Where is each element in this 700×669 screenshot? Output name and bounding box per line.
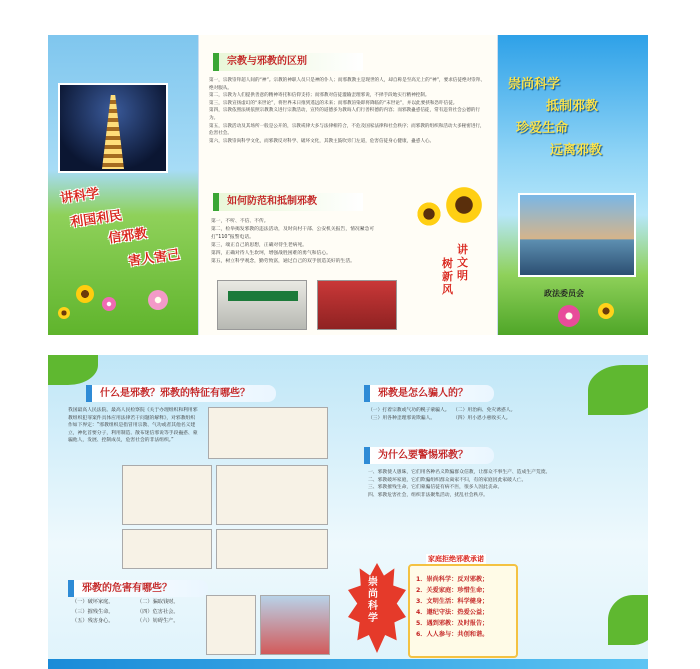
list-item: 第四，正确对待人生坎坷，增强战胜困难的勇气和信心。 bbox=[211, 251, 331, 256]
list-item: （一）打着宗教或气功的幌子蒙骗人。 bbox=[368, 408, 450, 413]
list-item: 二、邪教破坏家庭，它们欺骗组织群众离家不归，有的家庭因此家破人亡。 bbox=[368, 477, 527, 483]
list-item: （一）破坏家庭。 bbox=[72, 599, 114, 605]
list-item: （六）妨碍生产。 bbox=[137, 618, 179, 624]
list-item: 三、邪教摧残生命，它们蒙骗信徒有病不医，很多人因此丧命。 bbox=[368, 485, 503, 491]
section-title-why-beware: 为什么要警惕邪教？ bbox=[364, 447, 494, 464]
pledge-item: 6．人人参与：共创和谐。 bbox=[416, 631, 489, 638]
paragraph: 第二，宗教为人们提供善意的精神寄托和信仰支持；而邪教对信徒灌输歪理邪说，不择手段地实行精神控制。 bbox=[209, 93, 430, 99]
prevention-list bbox=[211, 218, 391, 266]
right-panel bbox=[498, 35, 648, 335]
leaf-icon bbox=[608, 595, 648, 645]
religion-vs-cult-text bbox=[209, 77, 489, 145]
section-title-religion-vs-cult: 宗教与邪教的区别 bbox=[213, 53, 363, 71]
rescue-photo bbox=[260, 595, 330, 655]
vertical-slogan-new-style: 树新风 bbox=[442, 257, 453, 296]
pink-flower-icon bbox=[148, 290, 168, 310]
footer-stripe bbox=[48, 659, 648, 669]
harms-list bbox=[72, 598, 202, 627]
pledge-item: 5．遇到邪教：及时报告； bbox=[416, 620, 489, 627]
list-item: 第三，端正自己的思想，正确对待生老病死。 bbox=[211, 243, 307, 248]
sunflower-icon bbox=[76, 285, 94, 303]
list-item: 第五，树立科学观念，勤劳致富，通过自己的双手创造美好的生活。 bbox=[211, 259, 355, 264]
slogan-1: 讲科学 bbox=[59, 186, 101, 207]
list-item: 一、邪教使人愚昧，它们用各种名义欺骗群众信教，让群众不事生产、造成生产荒废。 bbox=[368, 470, 551, 475]
list-item: （五）残害身心。 bbox=[72, 618, 114, 624]
storefront-photo bbox=[317, 280, 397, 330]
leaf-icon bbox=[588, 365, 648, 415]
list-item: 四、邪教危害社会，组织非法聚集活动，扰乱社会秩序。 bbox=[368, 492, 488, 498]
pledge-item: 3．文明生活：科学健身； bbox=[416, 598, 489, 605]
cover-title-3: 珍爱生命 bbox=[516, 121, 569, 136]
paragraph: 第一，宗教崇拜超人间的“神”。宗教的神职人员只是神的仆人；而邪教教主是现世的人，却自称是至高无上的“神”，要求信徒绝对崇拜、绝对服从。 bbox=[209, 78, 485, 91]
list-item: （二）用治病、免灾诱惑人。 bbox=[453, 408, 516, 413]
sunflower-icon bbox=[58, 307, 70, 319]
family-pledge-box bbox=[408, 564, 518, 658]
cartoon-illustration bbox=[122, 465, 212, 525]
cartoon-illustration bbox=[206, 595, 256, 655]
pledge-title: 家庭拒绝邪教承诺 bbox=[428, 555, 484, 563]
sunflower-icon bbox=[416, 201, 442, 227]
list-item: （四）危害社会。 bbox=[137, 608, 179, 615]
cartoon-illustration bbox=[216, 529, 328, 569]
pagoda-night-photo bbox=[58, 83, 168, 173]
pink-flower-icon bbox=[102, 297, 116, 311]
list-item: （二）骗取钱财。 bbox=[137, 599, 179, 605]
city-fountain-photo bbox=[518, 193, 636, 277]
slogan-3: 信邪教 bbox=[107, 226, 149, 247]
back-sheet bbox=[48, 355, 648, 669]
list-item: 第一，不听、不信、不传。 bbox=[211, 219, 269, 224]
paragraph: 第五，宗教活动及其场所一般是公开的，宗教戒律大多与法律相符合，不危及国家法律和社会秩序；而邪教的组织和活动大多秘密进行，危害社会。 bbox=[209, 123, 485, 137]
paragraph: 第四，宗教依照法规依照宗教教义进行宗教活动，宣传的道德多为教诲人们行善积德的内容；而邪教蛊惑信徒，常有违背社会公德的行为。 bbox=[209, 108, 481, 121]
list-item: （四）用小恩小惠收买人。 bbox=[453, 415, 511, 421]
star-slogan: 崇尚科学 bbox=[368, 577, 378, 624]
sunflower-icon bbox=[444, 185, 484, 225]
deception-list bbox=[368, 407, 538, 422]
section-title-harms: 邪教的危害有哪些？ bbox=[68, 580, 208, 597]
cartoon-illustration bbox=[122, 529, 212, 569]
list-item: （三）摧残生命。 bbox=[72, 608, 114, 615]
issuer-label: 政法委员会 bbox=[544, 289, 584, 298]
section-title-prevention: 如何防范和抵制邪教 bbox=[213, 193, 363, 211]
cult-definition-text: 我国最高人民法院、最高人民检察院《关于办理组织和利用邪教组织犯罪案件具体应用法律若干问题的解释》，对邪教组织作如下界定：“邪教组织是指冒用宗教、气功或者其他名义建立，神化首要分子，利用制造、散布迷信邪说等手段蛊惑、蒙骗他人，发展、控制成员，危害社会的非法组织。” bbox=[68, 408, 198, 444]
middle-panel bbox=[198, 35, 498, 335]
bank-building-photo bbox=[217, 280, 307, 330]
leaf-icon bbox=[48, 355, 98, 385]
pledge-item: 4．遵纪守法：热爱公益； bbox=[416, 609, 489, 616]
pledge-item: 1．崇尚科学：反对邪教； bbox=[416, 576, 489, 583]
sunflower-icon bbox=[598, 303, 614, 319]
why-beware-list bbox=[368, 469, 568, 499]
vertical-slogan-civilization: 讲文明 bbox=[457, 243, 468, 282]
list-item: （三）用各种歪理邪说欺骗人。 bbox=[368, 415, 436, 421]
left-panel bbox=[48, 35, 198, 335]
cartoon-illustration bbox=[216, 465, 328, 525]
cover-title-1: 崇尚科学 bbox=[508, 77, 561, 92]
slogan-2: 利国利民 bbox=[69, 208, 124, 231]
slogan-4: 害人害己 bbox=[127, 247, 182, 270]
cover-title-4: 远离邪教 bbox=[550, 143, 603, 158]
cover-title-2: 抵制邪教 bbox=[546, 99, 599, 114]
paragraph: 第六，宗教崇尚科学文化，而邪教反对科学、破坏文化，其教主鼓吹旁门左道，危害信徒身心健康，蛊惑人心。 bbox=[209, 138, 435, 144]
front-sheet bbox=[48, 35, 648, 335]
pledge-item: 2．关爱家庭：珍惜生命； bbox=[416, 587, 489, 594]
cartoon-illustration bbox=[208, 407, 328, 459]
list-item: 第二，检举揭发邪教的违法活动，及时向村干部、公安机关报告，情况紧急可打“110”报警电话。 bbox=[211, 227, 375, 240]
pink-flower-icon bbox=[558, 305, 580, 327]
section-title-deception: 邪教是怎么骗人的？ bbox=[364, 385, 494, 402]
section-title-what-is-cult: 什么是邪教？邪教的特征有哪些？ bbox=[86, 385, 276, 402]
paragraph: 第三，宗教宣扬虚幻的“来世论”，将世界末日推到遥远的未来；而邪教渲染即将降临的“末世论”，并以此要挟和恐吓信徒。 bbox=[209, 100, 458, 106]
